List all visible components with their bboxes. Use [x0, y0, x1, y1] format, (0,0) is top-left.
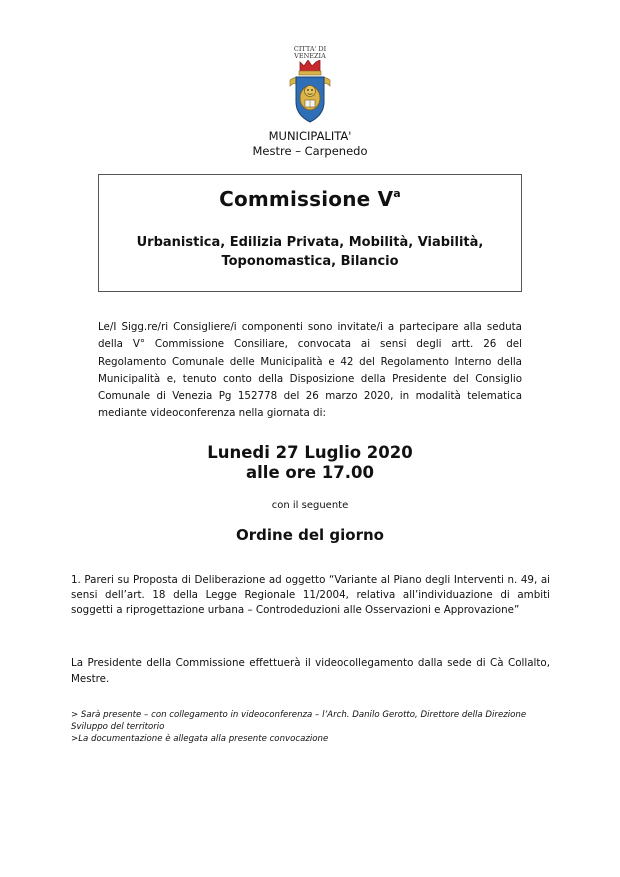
- municipality-name: MUNICIPALITA': [268, 129, 352, 143]
- district-name: Mestre – Carpenedo: [252, 144, 368, 158]
- municipality-header: [0, 129, 620, 159]
- note-item: > Sarà presente – con collegamento in videoconferenza – l’Arch. Danilo Gerotto, Direttore della Direzione Sviluppo del territorio: [71, 710, 527, 732]
- note-item: >La documentazione è allegata alla presente convocazione: [71, 734, 329, 744]
- commission-box: [98, 174, 522, 292]
- intro-paragraph: Le/I Sigg.re/ri Consigliere/i componenti sono invitate/i a partecipare alla seduta della V° Commissione Consiliare, convocata ai sensi degli artt. 26 del Regolamento Comunale delle Municipalità e 42 del Regolamento Interno della Municipalità e, tenuto conto della Disposizione della Presidente del Consiglio Comunale di Venezia Pg 152778 del 26 marzo 2020, in modalità telematica mediante videoconferenza nella giornata di:: [98, 321, 522, 420]
- meeting-date: Lunedi 27 Luglio 2020: [207, 443, 413, 462]
- venezia-crest-icon: [286, 60, 334, 124]
- notes: [71, 709, 550, 745]
- crest-caption: CITTA' DI VENEZIA: [293, 45, 327, 60]
- connector-text: con il seguente: [271, 500, 349, 511]
- agenda-heading: Ordine del giorno: [236, 526, 384, 544]
- meeting-datetime: [0, 443, 620, 483]
- closing-paragraph: La Presidente della Commissione effettuerà il videocollegamento dalla sede di Cà Collalto, Mestre.: [71, 657, 550, 685]
- commission-title-suffix: a: [393, 187, 401, 200]
- commission-title: Commissione $V^a$: [219, 187, 401, 211]
- commission-subtitle: Urbanistica, Edilizia Privata, Mobilità, Viabilità, Toponomastica, Bilancio: [136, 235, 484, 269]
- meeting-time: alle ore 17.00: [246, 463, 374, 482]
- agenda-item: 1. Pareri su Proposta di Deliberazione ad oggetto “Variante al Piano degli Interventi n. 49, ai sensi dell’art. 18 della Legge Regionale 11/2004, relativa all’individuazione di ambiti soggetti a riprogettazione urbana – Controdeduzioni alle Osservazioni e Approvazione”: [71, 574, 550, 616]
